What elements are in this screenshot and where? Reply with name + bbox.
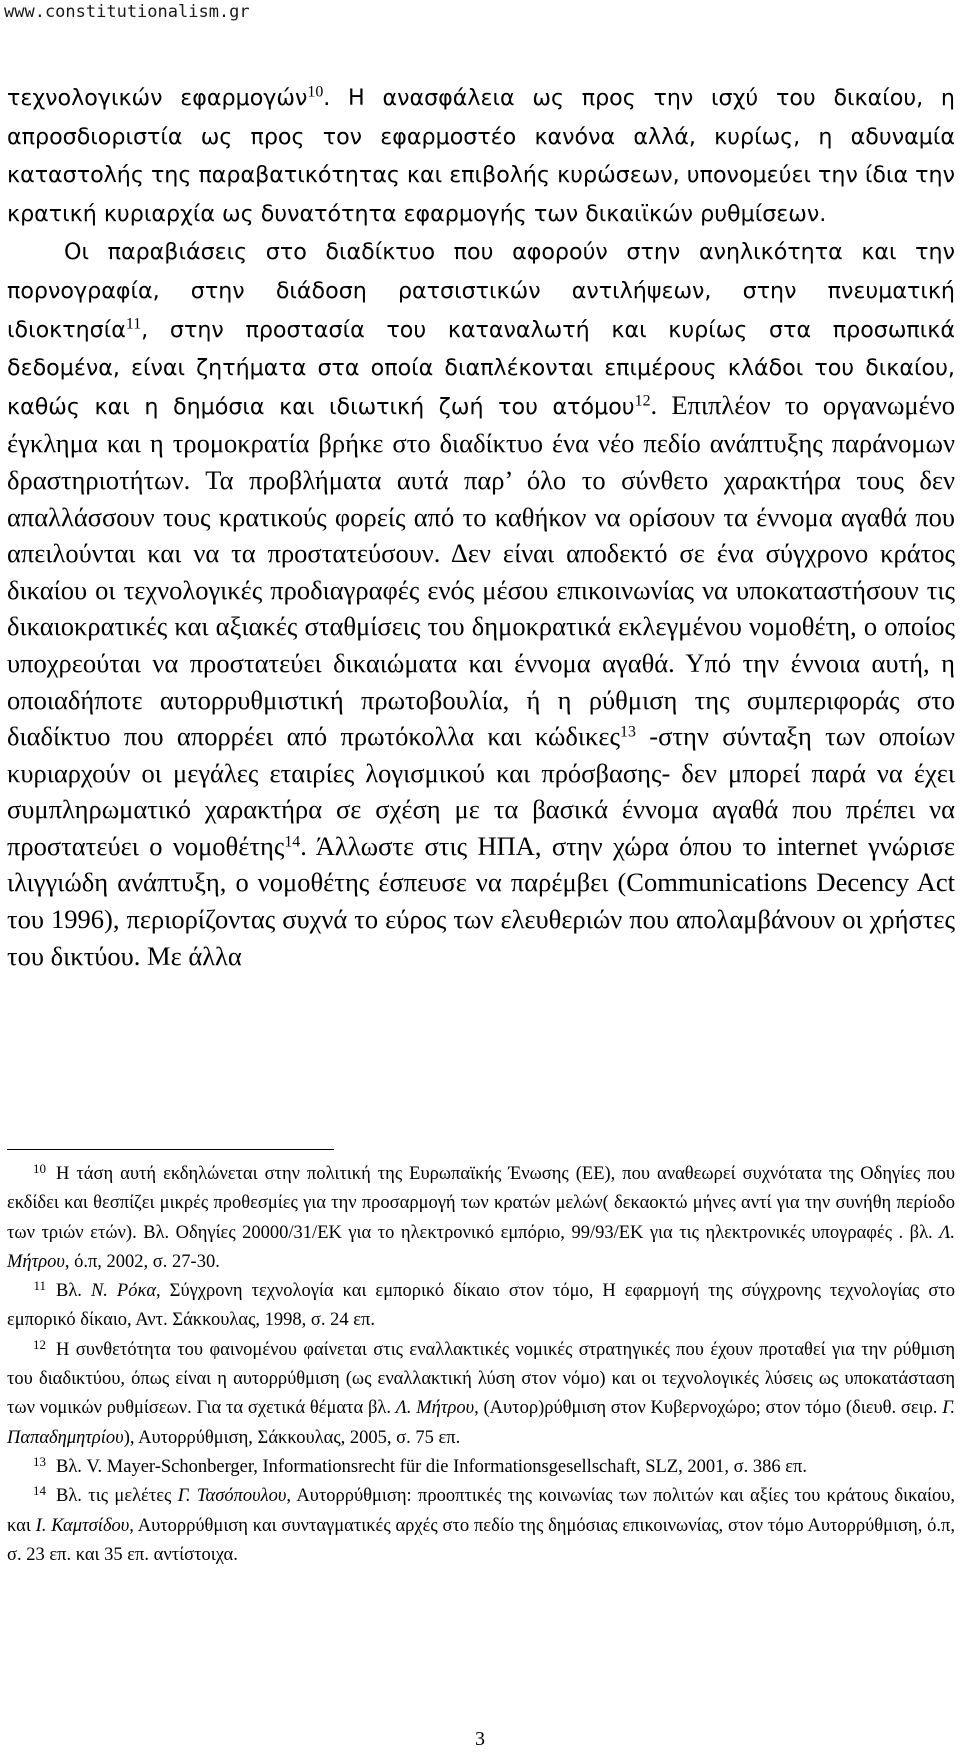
paragraph-2-part-d: -στην σύνταξη των οποίων κυριαρχούν οι μεγάλες εταιρίες λογισμικού και πρόσβασης- δεν μπορεί παρά να έχει συμπληρωματικό χαρακτήρα σε σχέση με τα βασικά έννομα αγαθά που πρέπει να προστατεύει ο νομοθέτης (7, 721, 956, 861)
footnote-number (7, 1482, 46, 1511)
footnote-text: Βλ. (56, 1281, 91, 1302)
footnote-divider (7, 1149, 334, 1150)
footnote-number-text: 13 (33, 1453, 46, 1469)
footnote-author: Γ. Παπαδημητρίου (7, 1398, 955, 1448)
footnote-number (7, 1336, 46, 1365)
page-number: 3 (475, 1728, 485, 1750)
footnote-author: Λ. Μήτρου (395, 1398, 475, 1419)
footnote-text: , Αυτορρύθμιση: προοπτικές της κοινωνίας των πολιτών και αξίες του κράτους δικαίου, και (7, 1486, 955, 1536)
footnote-10 (7, 1160, 955, 1277)
paragraph-2-part-c: . Επιπλέον το οργανωμένο έγκλημα και η τρομοκρατία βρήκε στο διαδίκτυο ένα νέο πεδίο ανάπτυξης παράνομων δραστηριοτήτων. Τα προβλήματα αυτά παρ’ όλο το σύνθετο χαρακτήρα τους δεν απαλλάσσουν τους κρατικούς φορείς από το καθήκον να ορίσουν τα έννομα αγαθά που απειλούνται και να τα προστατεύσουν. Δεν είναι αποδεκτό σε ένα σύγχρονο κράτος δικαίου οι τεχνολογικές προδιαγραφές ενός μέσου επικοινωνίας να υποκαταστήσουν τις δικαιοκρατικές και αξιακές σταθμίσεις του δημοκρατικά εκλεγμένου νομοθέτη, ο οποίος υποχρεούται να προστατεύει δικαιώματα και έννομα αγαθά. Υπό την έννοια αυτή, η οποιαδήποτε αυτορρυθμιστική πρωτοβουλία, ή η ρύθμιση της συμπεριφοράς στο διαδίκτυο που απορρέει από πρωτόκολλα και κώδικες (7, 389, 955, 752)
footnote-text: Η συνθετότητα του φαινομένου φαίνεται στις εναλλακτικές νομικές στρατηγικές που έχουν προταθεί για την ρύθμιση του διαδικτύου, όπως είναι η αυτορρύθμιση (ως εναλλακτική λύση στον νόμο) και οι τεχνολογικές λύσεις ως υποκατάσταση των νομικών ρυθμίσεων. Για τα σχετικά θέματα βλ. (7, 1339, 955, 1419)
footnote-12 (7, 1336, 955, 1453)
footnote-number-text: 12 (33, 1336, 46, 1352)
footnote-text: Η τάση αυτή εκδηλώνεται στην πολιτική της Ευρωπαϊκής Ένωσης (ΕΕ), που αναθεωρεί συχνότατα της Οδηγίες που εκδίδει και θεσπίζει μικρές προθεσμίες για την προσαρμογή των κρατών μελών( δεκαοκτώ μήνες αντί για την συνήθη περίοδο των τριών ετών). Βλ. Οδηγίες 20000/31/ΕΚ για το ηλεκτρονικό εμπόριο, 99/93/ΕΚ για τις ηλεκτρονικές υπογραφές . βλ. (7, 1164, 955, 1243)
paragraph-2 (7, 232, 955, 974)
footnote-author: Ν. Ρόκα (90, 1281, 157, 1302)
footnote-number-text: 14 (33, 1483, 46, 1499)
footnote-text: , (Αυτορ)ρύθμιση στον Κυβερνοχώρο; στον τόμο (διευθ. σειρ. (474, 1398, 943, 1419)
footnote-text: Βλ. τις μελέτες (56, 1486, 178, 1507)
paragraph-1 (7, 78, 955, 232)
paragraph-2-part-e: . Άλλωστε στις ΗΠΑ, στην χώρα όπου το internet γνώρισε ιλιγγιώδη ανάπτυξη, ο νομοθέτης έσπευσε να παρέμβει (Communications Decency Act του 1996), περιορίζοντας συχνά το εύρος των ελευθεριών που απολαμβάνουν οι χρήστες του δικτύου. Με άλλα (7, 830, 956, 971)
footnote-number (7, 1453, 46, 1482)
footnote-text: , Αυτορρύθμιση και συνταγματικές αρχές στο πεδίο της δημόσιας επικοινωνίας, στον τόμο Αυτορρύθμιση, ό.π, σ. 23 επ. και 35 επ. αντίστοιχα. (7, 1515, 955, 1565)
footnote-text: ), Αυτορρύθμιση, Σάκκουλας, 2005, σ. 75 επ. (123, 1427, 461, 1448)
footnote-text: , Σύγχρονη τεχνολογία και εμπορικό δίκαιο στον τόμο, Η εφαρμογή της σύγχρονης τεχνολογίας στο εμπορικό δίκαιο, Αντ. Σάκκουλας, 1998, σ. 24 επ. (7, 1281, 955, 1331)
footnote-14 (7, 1482, 955, 1570)
paragraph-1-start: τεχνολογικών εφαρμογών (7, 85, 308, 111)
footnote-ref-12: 12 (634, 392, 651, 410)
footnote-author: Ι. Καμτσίδου (35, 1515, 130, 1536)
footnote-ref-13: 13 (620, 723, 636, 741)
footnote-ref-14: 14 (284, 833, 301, 851)
paragraph-1-rest: . Η ανασφάλεια ως προς την ισχύ του δικαίου, η απροσδιοριστία ως προς τον εφαρμοστέο κανόνα αλλά, κυρίως, η αδυναμία καταστολής της παραβατικότητας και επιβολής κυρώσεων, υπονομεύει την ίδια την κρατική κυριαρχία ως δυνατότητα εφαρμογής των δικαιϊκών ρυθμίσεων. (7, 85, 955, 227)
footnote-text: , ό.π, 2002, σ. 27-30. (64, 1251, 220, 1272)
footnote-number (7, 1160, 46, 1189)
footnote-author: Λ. Μήτρου (7, 1222, 955, 1272)
footnotes (7, 1160, 955, 1570)
footnote-ref-10: 10 (307, 83, 324, 101)
footnote-author: Γ. Τασόπουλου (177, 1486, 287, 1507)
footnote-number-text: 11 (33, 1278, 46, 1294)
paragraph-2-part-b: , στην προστασία του καταναλωτή και κυρίως στα προσωπικά δεδομένα, είναι ζητήματα στα οποία διαπλέκονται επιμέρους κλάδοι του δικαίου, καθώς και η δημόσια και ιδιωτική ζωή του ατόμου (7, 316, 955, 420)
footnote-number (7, 1277, 46, 1306)
footnote-13 (7, 1453, 955, 1482)
paragraph-2-start: Οι παραβιάσεις στο διαδίκτυο που αφορούν στην ανηλικότητα και την πορνογραφία, στην διάδοση ρατσιστικών αντιλήψεων, στην πνευματική ιδιοκτησία (7, 239, 955, 343)
main-text (7, 78, 955, 974)
footnote-ref-11: 11 (125, 314, 142, 332)
site-url-header: www.constitutionalism.gr (4, 2, 250, 22)
footnote-text: Βλ. V. Mayer-Schonberger, Informationsrecht für die Informationsgesellschaft, SLZ, 2001, σ. 386 επ. (56, 1456, 807, 1477)
footnote-number-text: 10 (33, 1161, 46, 1176)
footnote-11 (7, 1277, 955, 1336)
